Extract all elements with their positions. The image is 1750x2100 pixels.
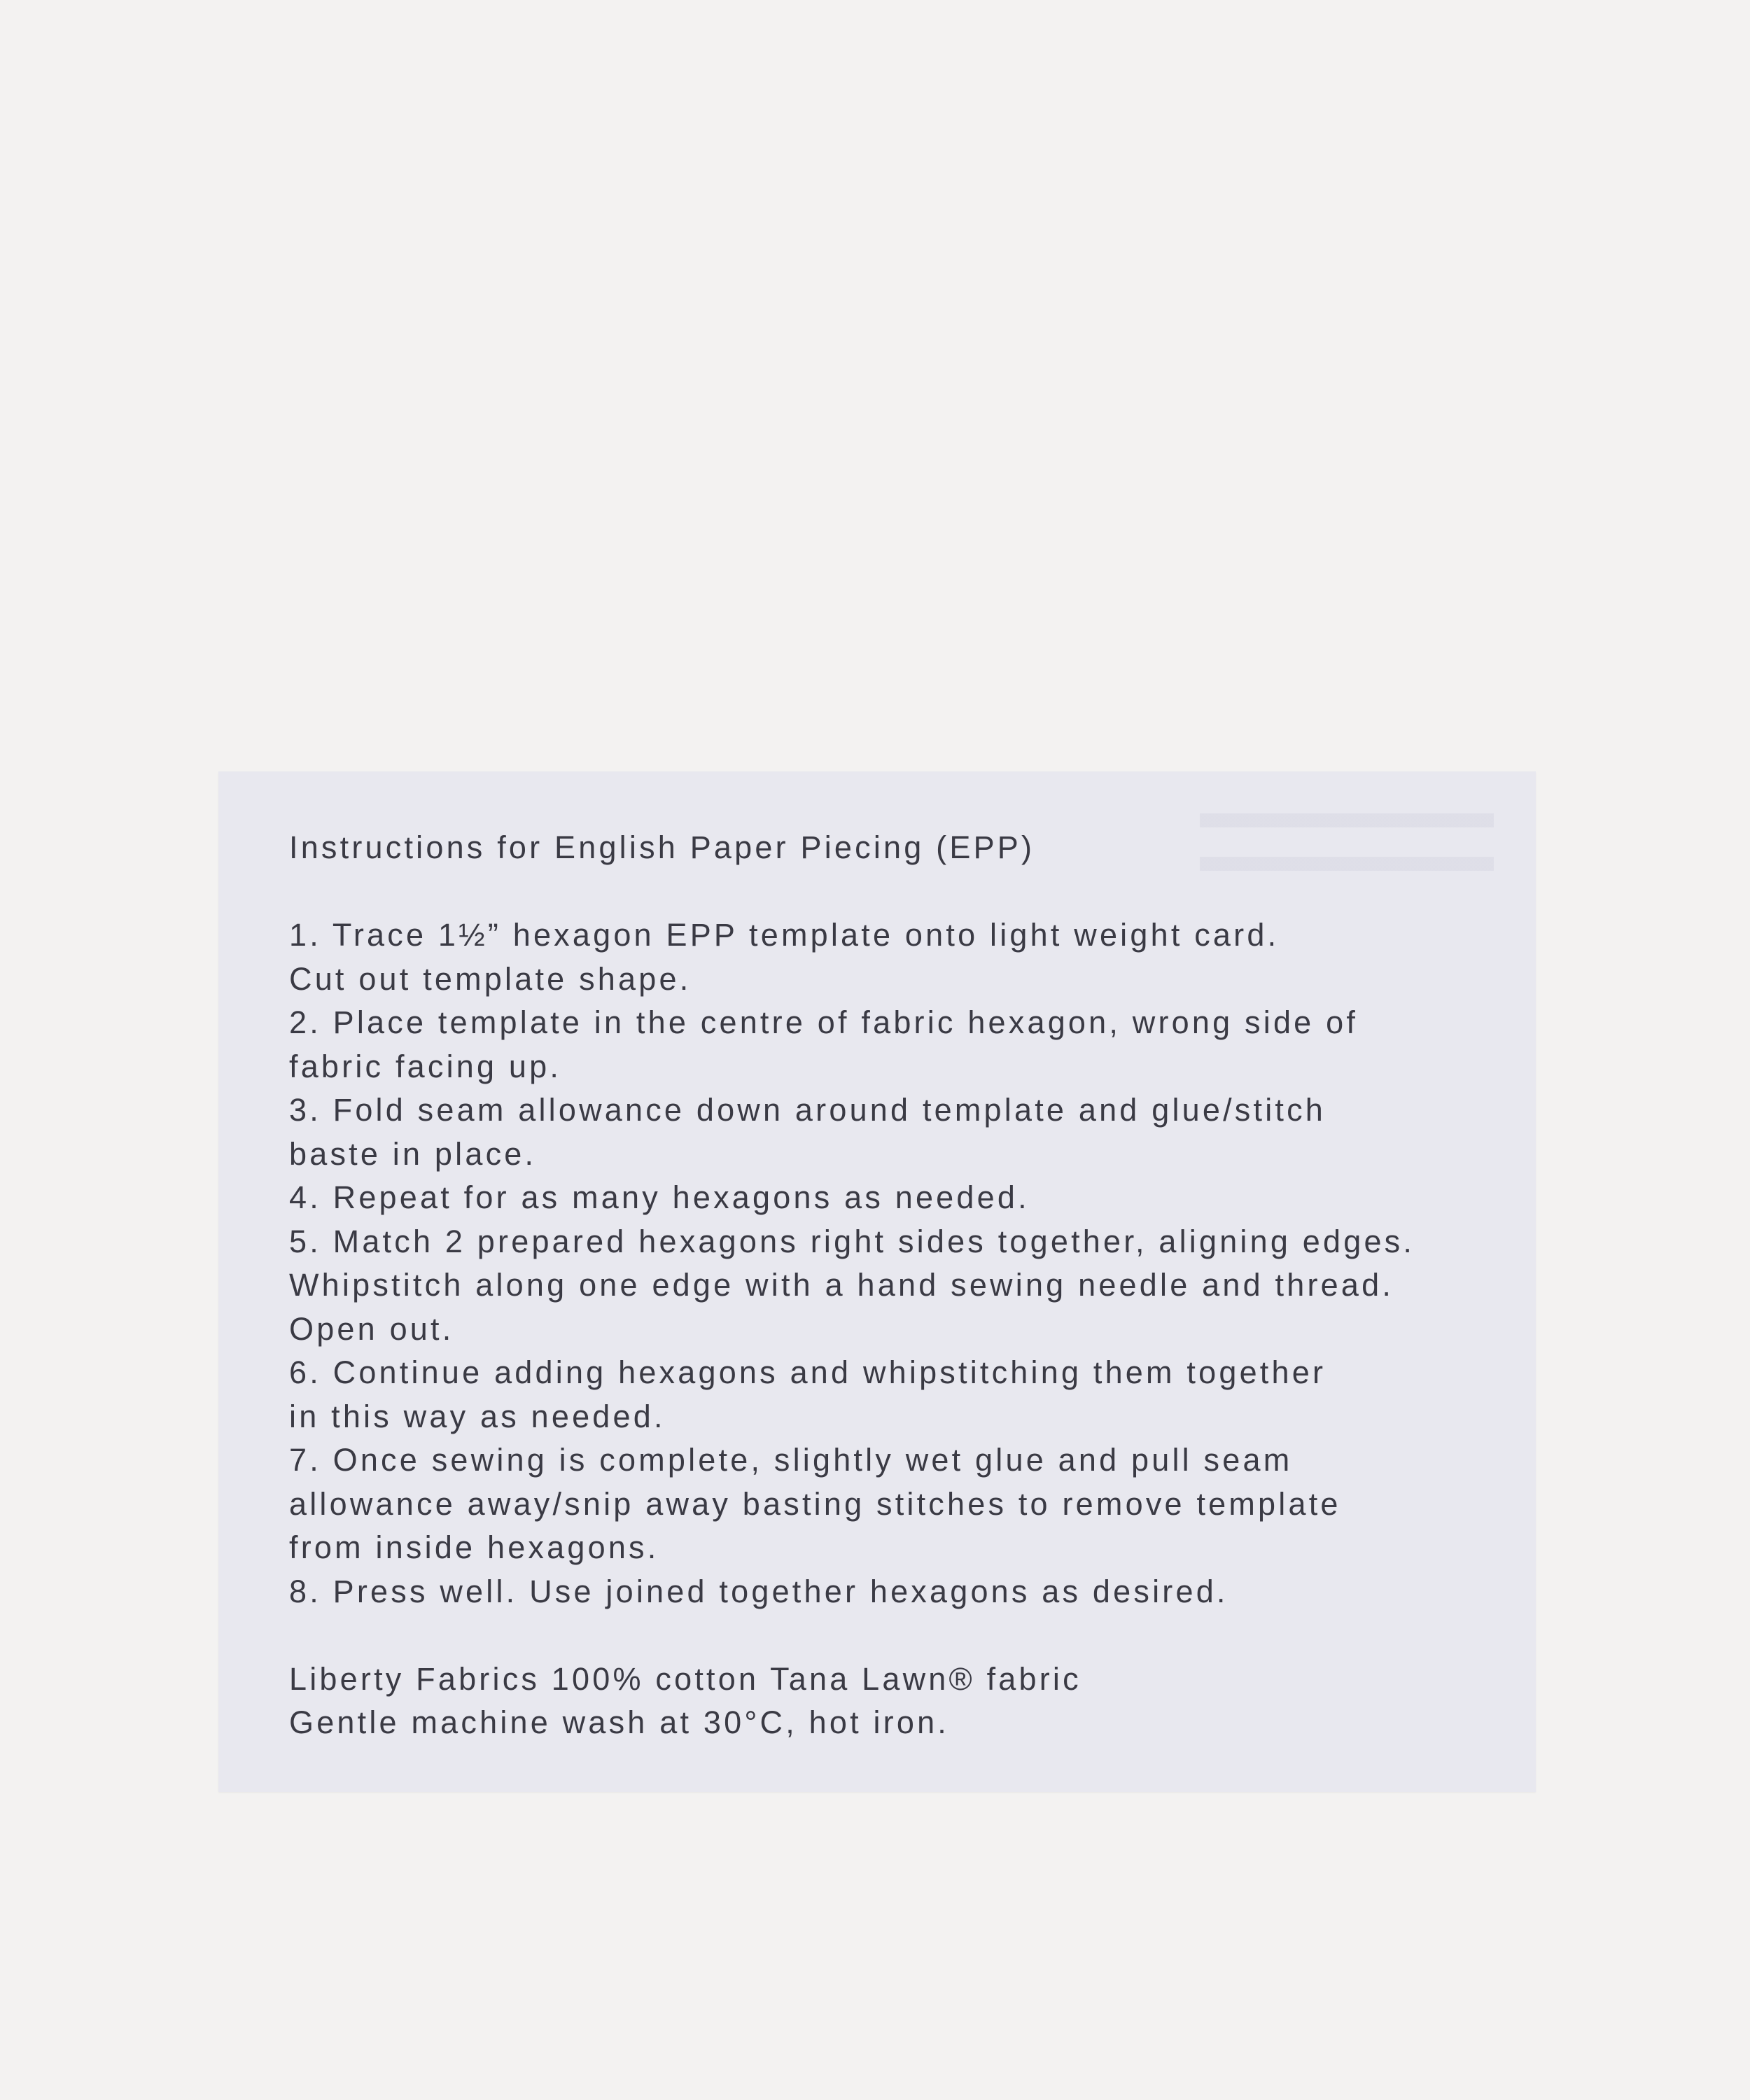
step-line: 1. Trace 1½” hexagon EPP template onto light weight card. (289, 917, 1280, 953)
step-line: fabric facing up. (289, 1048, 562, 1084)
step-line: baste in place. (289, 1135, 537, 1172)
step-line: from inside hexagons. (289, 1530, 659, 1565)
card-text (289, 826, 1521, 1745)
step-line: 7. Once sewing is complete, slightly wet glue and pull seam (289, 1442, 1293, 1478)
step-line: in this way as needed. (289, 1398, 666, 1434)
step-line: 6. Continue adding hexagons and whipstitching them together (289, 1354, 1326, 1390)
step-line: Open out. (289, 1310, 454, 1347)
step-line: 4. Repeat for as many hexagons as needed. (289, 1180, 1030, 1215)
spacer (289, 1614, 1521, 1658)
step-line: allowance away/snip away basting stitches to remove template (289, 1485, 1341, 1522)
spacer (289, 870, 1521, 914)
step-line: 8. Press well. Use joined together hexagons as desired. (289, 1573, 1228, 1609)
step-line: Whipstitch along one edge with a hand sewing needle and thread. (289, 1267, 1394, 1303)
step-line: 2. Place template in the centre of fabric hexagon, wrong side of (289, 1004, 1359, 1040)
fabric-line: Liberty Fabrics 100% cotton Tana Lawn® fabric (289, 1660, 1082, 1697)
step-line: 3. Fold seam allowance down around template and glue/stitch (289, 1092, 1326, 1128)
instruction-card (218, 771, 1536, 1792)
card-title: Instructions for English Paper Piecing (EPP) (289, 830, 1035, 865)
step-line: Cut out template shape. (289, 960, 692, 997)
care-line: Gentle machine wash at 30°C, hot iron. (289, 1704, 950, 1740)
step-line: 5. Match 2 prepared hexagons right sides together, aligning edges. (289, 1223, 1415, 1259)
